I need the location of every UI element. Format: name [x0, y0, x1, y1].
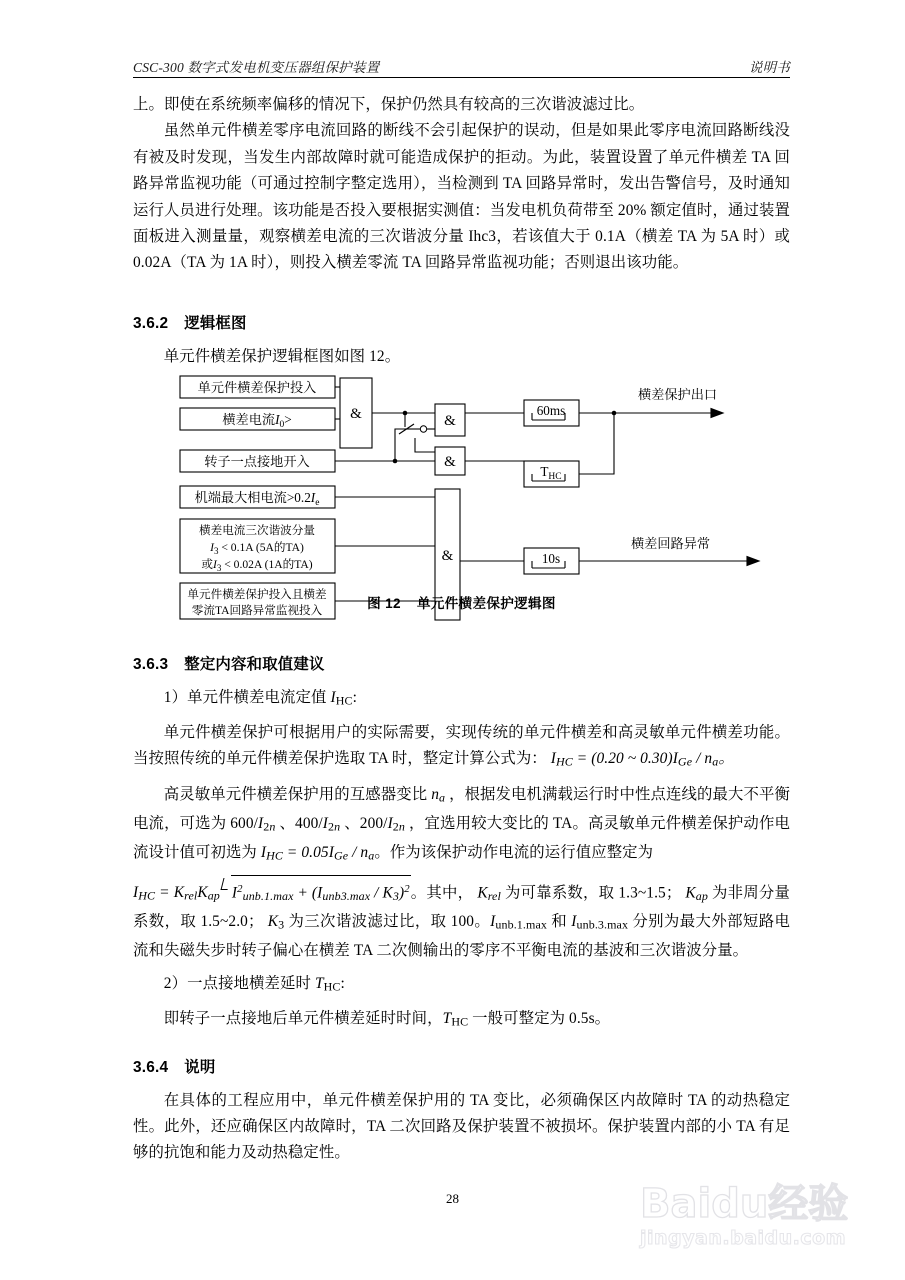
input-label-3: 转子一点接地开入	[204, 454, 310, 469]
output-arrow-1	[711, 409, 723, 418]
heading-3-6-3-title: 整定内容和取值建议	[184, 656, 325, 673]
harmonic-label-line2: $I_3 < 0.1A$ (5A的TA)	[210, 541, 304, 556]
heading-3-6-3-number: 3.6.3	[133, 656, 169, 673]
section-3-6-3-item2-paragraph: 即转子一点接地后单元件横差延时时间，THC 一般可整定为 0.5s。	[163, 1009, 611, 1029]
formula-1: IHC = (0.20 ~ 0.30)IGe / na。	[550, 750, 734, 770]
para-1-text: 单元件横差保护可根据用户的实际需要，实现传统的单元件横差和高灵敏单元件横差功能。当按照传统的单元件横差保护选取 TA 时，整定计算公式为：	[133, 724, 790, 768]
formula-3: IHC = KrelKap $I^2unb.1.\max$ + (Iunb3.max / K3)$^2$	[133, 884, 411, 901]
input-label-1: 单元件横差保护投入	[197, 380, 317, 395]
heading-3-6-2-title: 逻辑框图	[184, 314, 247, 332]
heading-3-6-3	[133, 652, 790, 674]
input-label-4: 机端最大相电流$>0.2I_e$	[194, 490, 320, 508]
and-gate-3-label: &	[444, 454, 456, 470]
figure-12-caption	[133, 592, 790, 612]
page-number: 28	[446, 1191, 459, 1206]
harmonic-label-line3: 或$I_3 < 0.02A$ (1A的TA)	[201, 558, 313, 573]
and-gate-1-label: &	[350, 406, 362, 422]
section-3-6-3-paragraph-1	[133, 720, 790, 775]
header-right-title: 说明书	[748, 60, 790, 75]
output-arrow-2	[747, 557, 759, 566]
watermark-sub-text: jingyan.baidu.com	[640, 1227, 846, 1249]
timer-label-60ms: 60ms	[536, 403, 566, 418]
output-label-1: 横差保护出口	[638, 387, 718, 402]
wire-gate3-thc	[465, 461, 524, 474]
watermark-main-text: Baidu经验	[640, 1181, 849, 1227]
list-item-1-label: 1）单元件横差电流定值 IHC:	[163, 689, 357, 708]
list-item-2-label: 2）一点接地横差延时 THC:	[163, 974, 345, 994]
document-body	[133, 92, 790, 370]
logic-diagram-svg	[133, 372, 790, 622]
input-label-2: 横差电流$I_0>$	[222, 412, 292, 430]
section-3-6-3-paragraph-2: 高灵敏单元件横差保护用的互感器变比 na ，根据发电机满载运行时中性点连线的最大不平衡电流，可选为 600/I2n 、400/I2n 、200/I2n ，宜选用较大变比的 TA。高灵敏单元件横差保护动作电流设计值可初选为 IHC = 0.05IGe / na。作为该保护动作电流的运行值应整定为	[133, 785, 791, 863]
timer-label-10s: 10s	[541, 551, 561, 566]
document-body-lower	[133, 652, 790, 1167]
figure-caption-title: 单元件横差保护逻辑图	[416, 596, 556, 611]
paragraph-1: 上。即使在系统频率偏移的情况下，保护仍然具有较高的三次谐波滤过比。	[133, 96, 645, 113]
heading-3-6-2-number: 3.6.2	[133, 314, 169, 332]
harmonic-label-line1: 横差电流三次谐波分量	[199, 524, 315, 537]
heading-3-6-4	[133, 1055, 790, 1077]
section-3-6-2-paragraph: 单元件横差保护逻辑框图如图 12。	[163, 347, 401, 365]
running-header	[133, 56, 790, 76]
section-3-6-4-paragraph: 在具体的工程应用中，单元件横差保护用的 TA 变比，必须确保区内故障时 TA 的动热稳定性。此外，还应确保区内故障时，TA 二次回路及保护装置不被损坏。保护装置内部的小 TA 有足够的抗饱和能力及动热稳定性。	[133, 1091, 790, 1162]
header-left-title: CSC-300 数字式发电机变压器组保护装置	[133, 60, 380, 75]
formula-2: IHC = 0.05IGe / na	[260, 843, 375, 863]
heading-3-6-4-title: 说明	[184, 1058, 216, 1076]
junction-dot-3	[612, 411, 617, 416]
header-rule	[133, 77, 790, 78]
timer-label-thc: $T_{HC}$	[540, 464, 562, 482]
figure-12-logic-diagram	[133, 372, 790, 622]
inverter-bubble	[420, 426, 426, 432]
monitor-label-line2: 零流TA回路异常监视投入	[191, 604, 323, 617]
section-3-6-3-paragraph-3: IHC = KrelKap $I^2unb.1.\max$ + (Iunb3.max / K3)$^2$。其中， Krel 为可靠系数，取 1.3~1.5； Kap 为非周分量系数，取 1.5~2.0； K3 为三次谐波滤过比，取 100。Iunb.1.max 和 Iunb.3.max 分别为最大外部短路电流和失磁失步时转子偏心在横差 TA 二次侧输出的零序不平衡电流的基波和三次谐波分量。	[133, 875, 790, 965]
heading-3-6-2	[133, 311, 790, 333]
monitor-label-line1: 单元件横差保护投入且横差	[187, 588, 327, 601]
and-gate-2-label: &	[444, 413, 456, 429]
item2-text-a: 即转子一点接地后单元件横差延时时间，	[163, 1009, 443, 1027]
heading-3-6-4-number: 3.6.4	[133, 1058, 169, 1076]
item2-text-b: 一般可整定为 0.5s。	[472, 1009, 611, 1027]
figure-caption-number: 图 12	[367, 596, 401, 611]
output-label-2: 横差回路异常	[631, 536, 711, 551]
and-gate-4-label: &	[441, 548, 454, 564]
paragraph-2: 虽然单元件横差零序电流回路的断线不会引起保护的误动，但是如果此零序电流回路断线没有被及时发现，当发生内部故障时就可能造成保护的拒动。为此，装置设置了单元件横差 TA 回路异常监视功能（可通过控制字整定选用），当检测到 TA 回路异常时，发出告警信号，及时通知运行人员进行处理。该功能是否投入要根据实测值：当发电机负荷带至 20% 额定值时，通过装置面板进入测量量，观察横差电流的三次谐波分量 Ihc3，若该值大于 0.1A（横差 TA 为 5A 时）或 0.02A（TA 为 1A 时），则投入横差零流 TA 回路异常监视功能；否则退出该功能。	[133, 122, 790, 272]
